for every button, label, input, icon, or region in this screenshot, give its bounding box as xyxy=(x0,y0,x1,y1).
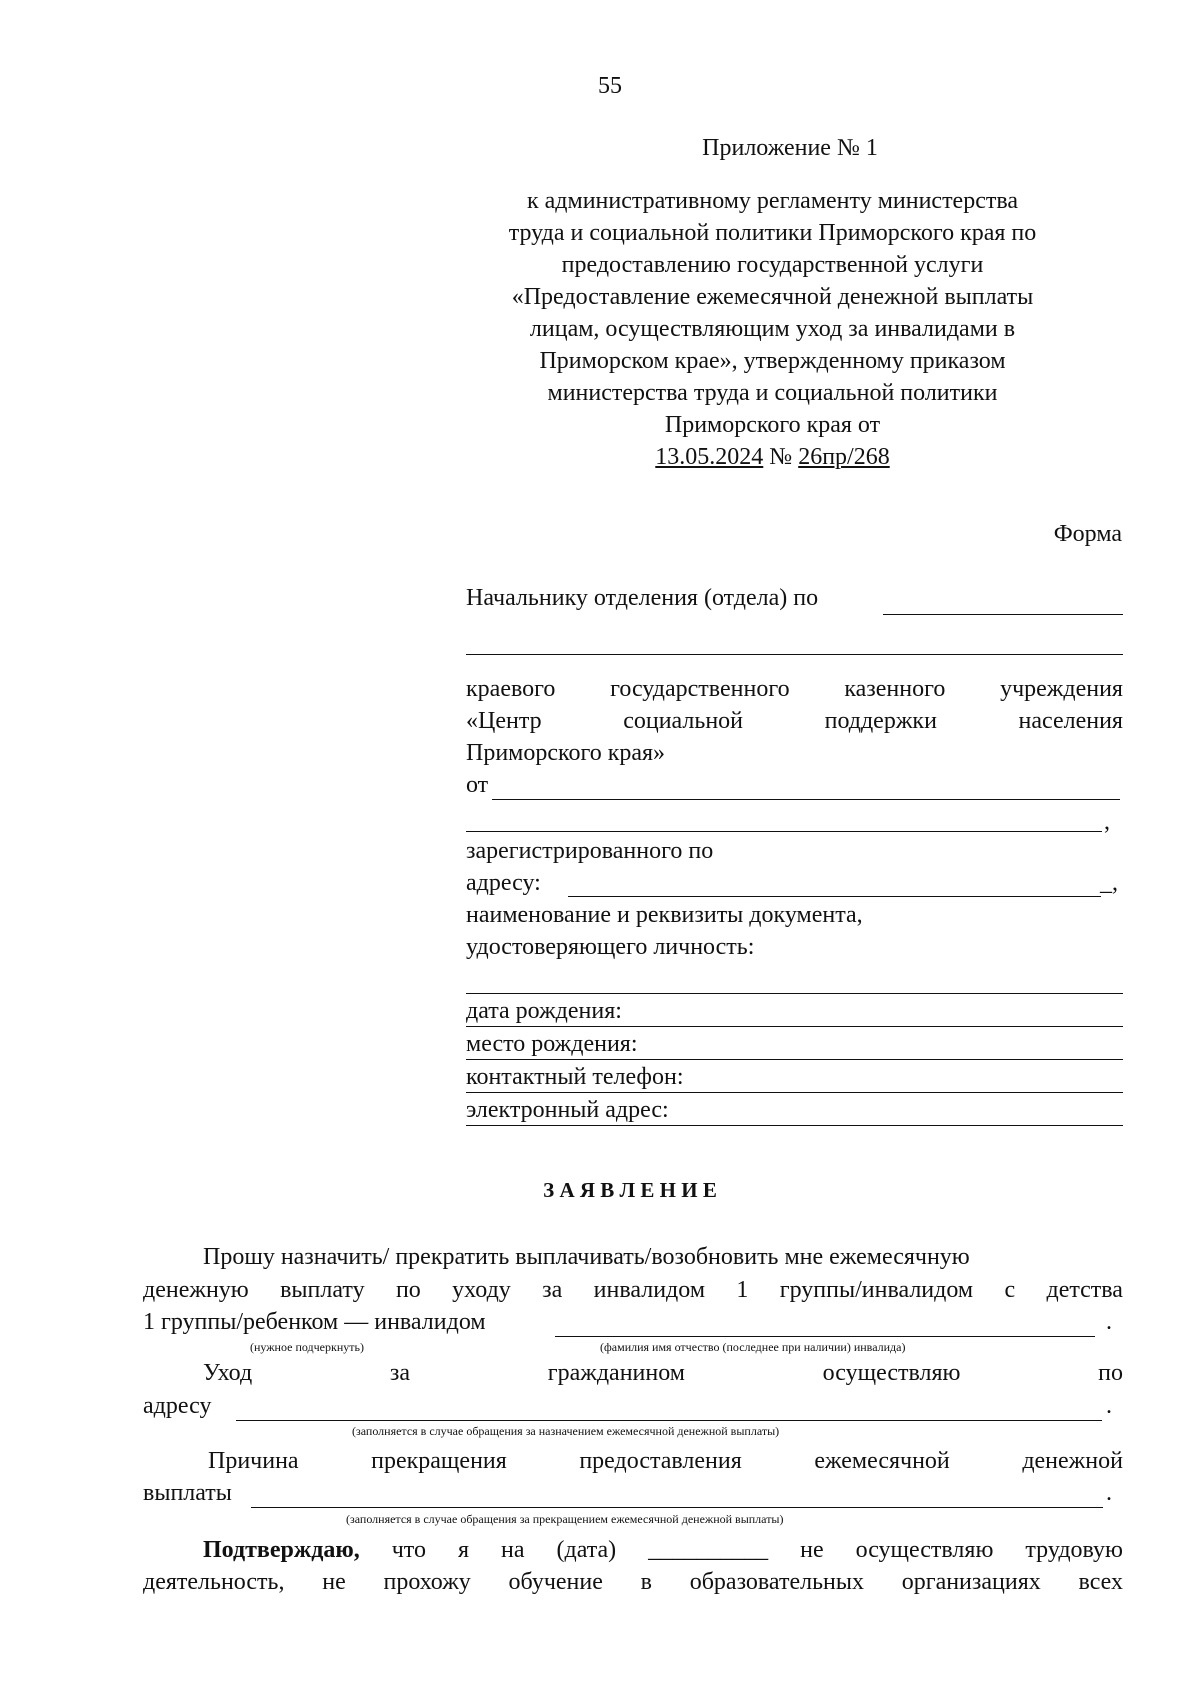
word: 1 xyxy=(736,1277,749,1303)
word: с xyxy=(1004,1277,1016,1303)
word: уходу xyxy=(452,1277,511,1303)
birth-place-label: место рождения: xyxy=(466,1031,638,1057)
word: денежной xyxy=(1022,1448,1123,1474)
center-line xyxy=(466,705,1123,737)
request-line-1: Прошу назначить/ прекратить выплачивать/возобновить мне ежемесячную xyxy=(203,1244,970,1270)
email-label: электронный адрес: xyxy=(466,1097,669,1123)
page-number: 55 xyxy=(598,73,622,99)
department-blank-line[interactable] xyxy=(883,614,1123,615)
order-number: 26пр/268 xyxy=(798,444,890,470)
request-line-3: 1 группы/ребенком — инвалидом xyxy=(143,1309,486,1335)
word: образовательных xyxy=(689,1569,864,1595)
appendix-line: предоставлению государственной услуги xyxy=(561,252,984,278)
reason-payment-label: выплаты xyxy=(143,1480,232,1506)
from-label: от xyxy=(466,772,489,798)
registered-label: зарегистрированного по xyxy=(466,838,714,864)
care-line xyxy=(203,1357,1123,1389)
word: денежную xyxy=(143,1277,249,1303)
doc-blank-line[interactable] xyxy=(466,993,1123,994)
address-label: адресу: xyxy=(466,870,541,896)
birth-date-label: дата рождения: xyxy=(466,998,622,1024)
word: прохожу xyxy=(383,1569,471,1595)
word: по xyxy=(1098,1360,1123,1386)
date-blank[interactable]: __________ xyxy=(648,1537,769,1563)
appendix-order-line xyxy=(450,441,1095,473)
doc-label-1: наименование и реквизиты документа, xyxy=(466,902,863,928)
word: казенного xyxy=(844,676,946,702)
phone-label: контактный телефон: xyxy=(466,1064,684,1090)
reason-line xyxy=(208,1445,1123,1477)
word: (дата) xyxy=(556,1537,617,1563)
appendix-line: к административному регламенту министерства xyxy=(526,188,1019,214)
word: не xyxy=(800,1537,824,1563)
from-blank-line-2[interactable] xyxy=(466,831,1102,832)
care-address-line[interactable] xyxy=(236,1420,1102,1421)
address-end: _, xyxy=(1100,870,1118,896)
confirm-bold: Подтверждаю, xyxy=(203,1537,360,1563)
word: деятельность, xyxy=(143,1569,285,1595)
word: государственного xyxy=(610,676,790,702)
phone-field[interactable] xyxy=(466,1062,1123,1093)
appendix-line: «Предоставление ежемесячной денежной выплаты xyxy=(511,284,1034,310)
word: ежемесячной xyxy=(814,1448,950,1474)
word: за xyxy=(389,1360,411,1386)
word: по xyxy=(395,1277,421,1303)
region-line: Приморского края» xyxy=(466,740,666,766)
form-label: Форма xyxy=(1053,521,1122,547)
word: Причина xyxy=(208,1448,299,1474)
word: обучение xyxy=(508,1569,603,1595)
word: трудовую xyxy=(1025,1537,1123,1563)
word: учреждения xyxy=(1000,676,1123,702)
word: на xyxy=(501,1537,525,1563)
care-address-label: адресу xyxy=(143,1393,212,1419)
department-blank-line-2[interactable] xyxy=(466,654,1123,655)
email-field[interactable] xyxy=(466,1095,1123,1126)
doc-label-2: удостоверяющего личность: xyxy=(466,934,755,960)
institution-line xyxy=(466,673,1123,705)
hint-underline: (нужное подчеркнуть) xyxy=(250,1340,364,1354)
word: не xyxy=(322,1569,346,1595)
word: в xyxy=(640,1569,652,1595)
addressee-head: Начальнику отделения (отдела) по xyxy=(466,585,819,611)
from-comma: , xyxy=(1104,809,1110,835)
word: за xyxy=(542,1277,563,1303)
word: Уход xyxy=(203,1360,253,1386)
disabled-person-name-line[interactable] xyxy=(555,1336,1095,1337)
word: краевого xyxy=(466,676,556,702)
confirm-line xyxy=(203,1534,1123,1566)
word: организациях xyxy=(901,1569,1041,1595)
word: социальной xyxy=(623,708,744,734)
appendix-line: министерства труда и социальной политики xyxy=(547,380,998,406)
address-blank-line[interactable] xyxy=(568,896,1101,897)
appendix-text xyxy=(450,185,1095,473)
request-line-2 xyxy=(143,1274,1123,1306)
word: детства xyxy=(1046,1277,1123,1303)
statement-title: З А Я В Л Е Н И Е xyxy=(543,1178,717,1202)
word: прекращения xyxy=(371,1448,507,1474)
word: я xyxy=(457,1537,470,1563)
word: гражданином xyxy=(547,1360,685,1386)
appendix-line: Приморского края от xyxy=(664,412,881,438)
hint-fio: (фамилия имя отчество (последнее при наличии) инвалида) xyxy=(600,1340,906,1354)
birth-date-field[interactable] xyxy=(466,996,1123,1027)
appendix-line: труда и социальной политики Приморского края по xyxy=(508,220,1037,246)
word: населения xyxy=(1018,708,1123,734)
word: что xyxy=(391,1537,426,1563)
reason-line-blank[interactable] xyxy=(251,1507,1103,1508)
appendix-line: лицам, осуществляющим уход за инвалидами в xyxy=(529,316,1016,342)
hint-stop: (заполняется в случае обращения за прекращением ежемесячной денежной выплаты) xyxy=(346,1512,784,1526)
appendix-line: Приморском крае», утвержденному приказом xyxy=(539,348,1006,374)
word: осуществляю xyxy=(822,1360,961,1386)
word: поддержки xyxy=(824,708,937,734)
period: . xyxy=(1106,1393,1112,1419)
hint-assign: (заполняется в случае обращения за назначением ежемесячной денежной выплаты) xyxy=(352,1424,780,1438)
order-date: 13.05.2024 xyxy=(655,444,764,470)
word: предоставления xyxy=(579,1448,742,1474)
word: инвалидом xyxy=(593,1277,705,1303)
order-number-sign: № xyxy=(769,444,793,470)
appendix-title: Приложение № 1 xyxy=(702,135,878,161)
period: . xyxy=(1106,1480,1112,1506)
period: . xyxy=(1106,1309,1112,1335)
birth-place-field[interactable] xyxy=(466,1029,1123,1060)
from-blank-line[interactable] xyxy=(492,799,1120,800)
word: выплату xyxy=(280,1277,365,1303)
last-line xyxy=(143,1566,1123,1598)
word: «Центр xyxy=(466,708,542,734)
word: всех xyxy=(1078,1569,1123,1595)
word: группы/инвалидом xyxy=(779,1277,974,1303)
word: осуществляю xyxy=(855,1537,994,1563)
